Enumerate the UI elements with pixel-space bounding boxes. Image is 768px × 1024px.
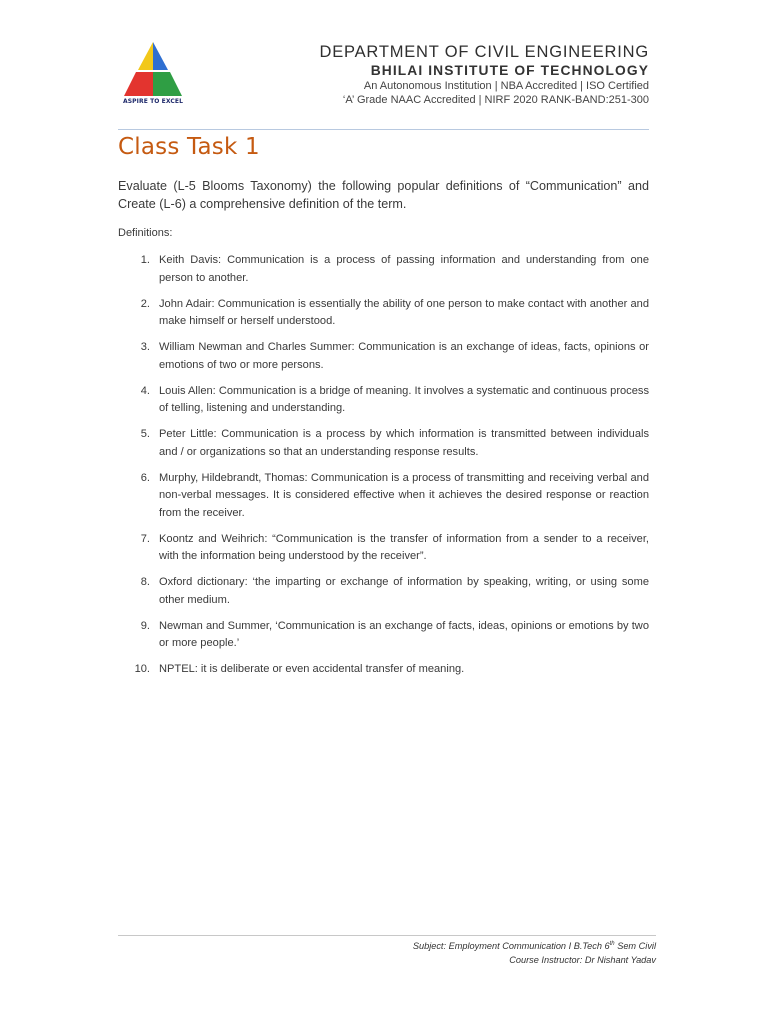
footer-divider [118,935,656,936]
list-item [118,383,649,418]
list-item-number: 3. [140,341,150,353]
list-item [118,426,649,461]
logo-red-segment [124,72,153,96]
list-item [118,296,649,331]
logo-yellow-segment [138,42,153,70]
list-item [118,574,649,609]
logo-triangle-icon [116,40,190,98]
list-item-text: NPTEL: it is deliberate or even accidental transfer of meaning. [159,663,465,675]
list-item-text: Peter Little: Communication is a process by which information is transmitted between individuals and / or organizations so that an understanding response results. [159,428,649,458]
logo-tagline: ASPIRE TO EXCEL [122,98,184,105]
definitions-label: Definitions: [118,227,173,239]
list-item-text: Newman and Summer, ‘Communication is an exchange of facts, ideas, opinions or emotions by two or more people.’ [159,619,649,649]
accreditation-line-1: An Autonomous Institution | NBA Accredited | ISO Certified [363,80,649,92]
page-footer [413,937,656,967]
list-item-number: 7. [140,532,150,545]
list-item-number: 5. [140,428,150,440]
list-item-text: Oxford dictionary: ‘the imparting or exchange of information by speaking, writing, or using some other medium. [159,576,649,606]
list-item-number: 4. [140,384,150,397]
list-item [118,618,649,653]
page-title: Class Task 1 [118,134,260,160]
list-item-text: Murphy, Hildebrandt, Thomas: Communication is a process of transmitting and receiving verbal and non-verbal messages. It is considered effective when it achieves the desired response or reaction from the receiver. [159,471,649,519]
logo-blue-segment [153,42,168,70]
list-item [118,470,649,523]
task-instructions: Evaluate (L-5 Blooms Taxonomy) the following popular definitions of “Communication” and Create (L-6) a comprehensive definition of the term. [118,179,649,211]
definitions-list [118,252,649,687]
list-item [118,661,649,679]
list-item-number: 10. [134,663,150,675]
list-item-number: 9. [140,619,150,632]
footer-subject: Subject: Employment Communication I B.Tech 6th Sem Civil [412,941,656,952]
list-item-text: Louis Allen: Communication is a bridge of meaning. It involves a systematic and continuous process of telling, listening and understanding. [159,384,649,414]
list-item-text: Koontz and Weihrich: “Communication is the transfer of information from a sender to a receiver, with the information being understood by the receiver”. [159,532,649,562]
department-name: DEPARTMENT OF CIVIL ENGINEERING [319,43,649,61]
institute-logo [116,40,190,108]
list-item-text: William Newman and Charles Summer: Communication is an exchange of ideas, facts, opinions or emotions of two or more persons. [159,341,649,371]
list-item [118,252,649,287]
logo-green-segment [153,72,182,96]
list-item [118,531,649,566]
list-item-number: 2. [140,297,150,310]
accreditation-line-2: ‘A’ Grade NAAC Accredited | NIRF 2020 RANK-BAND:251-300 [342,94,649,106]
footer-instructor: Course Instructor: Dr Nishant Yadav [509,955,656,966]
page-header [320,43,650,107]
list-item-number: 1. [140,254,150,266]
list-item [118,339,649,374]
list-item-text: Keith Davis: Communication is a process of passing information and understanding from one person to another. [159,254,649,284]
list-item-number: 8. [140,576,150,588]
list-item-text: John Adair: Communication is essentially the ability of one person to make contact with another and make himself or herself understood. [159,297,649,327]
header-divider [118,129,649,130]
list-item-number: 6. [140,471,150,484]
institute-name: BHILAI INSTITUTE OF TECHNOLOGY [370,63,649,78]
